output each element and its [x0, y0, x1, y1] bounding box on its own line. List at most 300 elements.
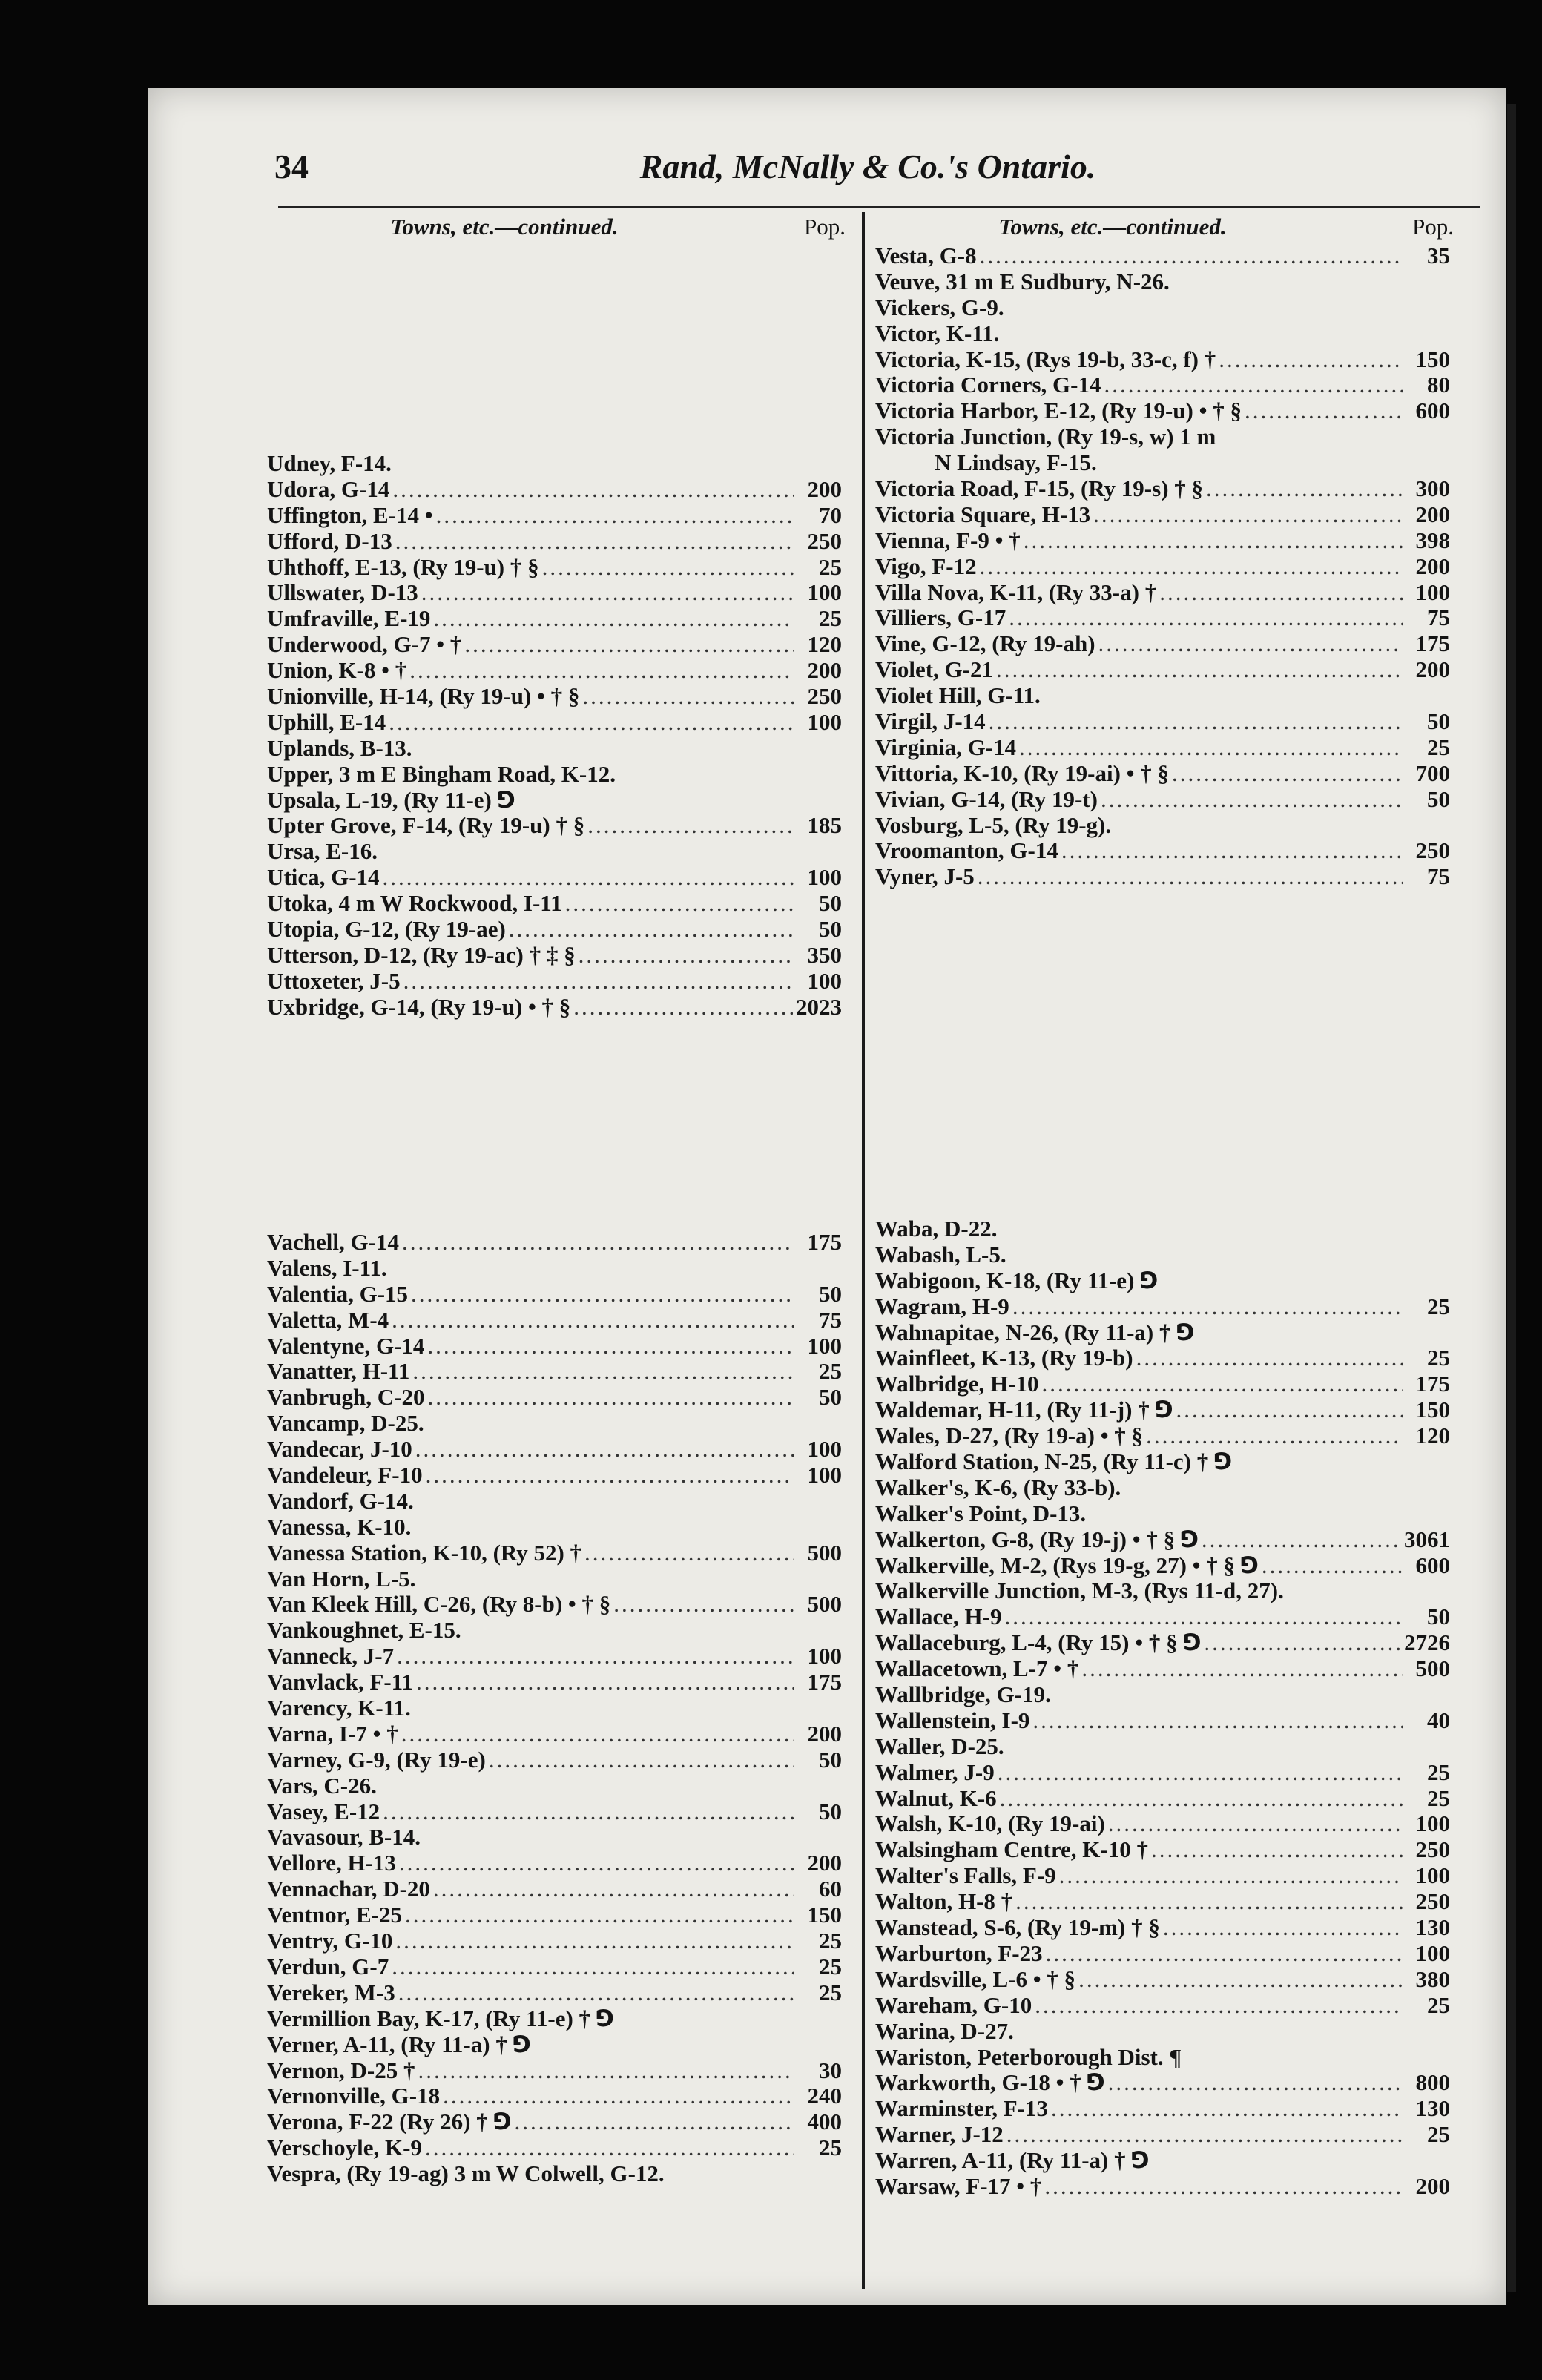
place-name: Walkerville Junction, M-3, (Rys 11-d, 27).	[875, 1578, 1284, 1604]
leader-dots	[427, 1385, 794, 1411]
place-name: Ufford, D-13	[267, 528, 392, 554]
place-name: Walkerville, M-2, (Rys 19-g, 27) • † § ⅁	[875, 1552, 1259, 1578]
gazetteer-entry	[267, 2135, 842, 2161]
place-name: Valens, I-11.	[267, 1255, 387, 1281]
population-value: 100	[1415, 1940, 1450, 1966]
population-value: 500	[1415, 1656, 1450, 1682]
gazetteer-entry	[267, 1489, 842, 1514]
gazetteer-entry	[875, 1423, 1450, 1449]
place-name: Vernonville, G-18	[267, 2083, 441, 2109]
place-name: Wallacetown, L-7 • †	[875, 1656, 1079, 1682]
leader-dots	[1104, 372, 1403, 398]
book-page	[148, 88, 1506, 2305]
population-value: 100	[807, 1437, 842, 1463]
place-name: Uplands, B-13.	[267, 735, 412, 761]
place-name: Vars, C-26.	[267, 1773, 377, 1799]
place-name: Wardsville, L-6 • † §	[875, 1966, 1076, 1992]
place-name: Victoria Junction, (Ry 19-s, w) 1 m	[875, 424, 1216, 450]
place-name: Wabigoon, K-18, (Ry 11-e) ⅁	[875, 1268, 1159, 1293]
population-value: 25	[819, 2135, 842, 2161]
leader-dots	[1041, 1371, 1403, 1397]
gazetteer-entry	[875, 1501, 1450, 1527]
gazetteer-entry	[267, 917, 842, 943]
place-name: Vellore, H-13	[267, 1850, 396, 1876]
gazetteer-entry	[875, 554, 1450, 580]
gazetteer-entry	[875, 476, 1450, 502]
leader-dots	[1206, 476, 1403, 502]
place-name: Vandecar, J-10	[267, 1437, 412, 1463]
place-name: Walton, H-8 †	[875, 1889, 1013, 1915]
gazetteer-entry	[875, 2096, 1450, 2122]
population-value: 25	[819, 606, 842, 632]
population-value: 50	[819, 1385, 842, 1411]
gazetteer-entry	[267, 1385, 842, 1411]
place-name: Vittoria, K-10, (Ry 19-ai) • † §	[875, 760, 1170, 786]
running-title: Rand, McNally & Co.'s Ontario.	[639, 148, 1096, 185]
gazetteer-entry	[875, 1941, 1450, 1967]
place-name: Vosburg, L-5, (Ry 19-g).	[875, 812, 1112, 838]
population-value: 185	[807, 813, 842, 839]
leader-dots	[433, 606, 794, 632]
leader-dots	[402, 1230, 794, 1256]
population-value: 25	[1427, 1345, 1450, 1371]
gazetteer-entry	[267, 1566, 842, 1592]
gazetteer-entry	[875, 1216, 1450, 1242]
gazetteer-entry	[875, 1967, 1450, 1993]
place-name: Villiers, G-17	[875, 605, 1006, 631]
population-value: 25	[819, 1359, 842, 1385]
place-name: Vroomanton, G-14	[875, 838, 1058, 864]
leader-dots	[1093, 502, 1403, 528]
right-column-heading	[875, 214, 1454, 246]
population-value: 400	[807, 2109, 842, 2135]
gazetteer-entry	[875, 347, 1450, 373]
population-value: 40	[1427, 1707, 1450, 1733]
leader-dots	[1019, 735, 1403, 761]
leader-dots	[1035, 1993, 1403, 2019]
leader-dots	[1136, 1345, 1403, 1371]
gazetteer-entry	[875, 1553, 1450, 1579]
gazetteer-entry	[267, 1618, 842, 1644]
place-name: Wabash, L-5.	[875, 1242, 1006, 1268]
population-value: 50	[1427, 709, 1450, 735]
gazetteer-entry	[267, 1230, 842, 1256]
place-name: Walter's Falls, F-9	[875, 1863, 1056, 1889]
leader-dots	[1012, 1294, 1403, 1320]
leader-dots	[587, 813, 794, 839]
page-number: 34	[274, 148, 309, 185]
leader-dots	[392, 1954, 794, 1980]
gazetteer-entry	[875, 1294, 1450, 1320]
population-value: 130	[1415, 2096, 1450, 2122]
population-value: 200	[807, 1850, 842, 1876]
gazetteer-entry	[267, 1695, 842, 1721]
population-value: 75	[1427, 864, 1450, 890]
gazetteer-entry	[267, 839, 842, 865]
gazetteer-entry	[875, 1604, 1450, 1630]
population-value: 175	[807, 1230, 842, 1255]
leader-dots	[1172, 761, 1403, 787]
leader-dots	[421, 580, 794, 606]
gazetteer-entry	[875, 1320, 1450, 1346]
leader-dots	[1009, 605, 1403, 631]
gazetteer-entry	[875, 1760, 1450, 1786]
place-name: Warner, J-12	[875, 2122, 1004, 2148]
gazetteer-entry	[267, 736, 842, 762]
place-name: Vachell, G-14	[267, 1230, 399, 1255]
place-name: Vespra, (Ry 19-ag) 3 m W Colwell, G-12.	[267, 2161, 665, 2187]
gazetteer-entry	[875, 528, 1450, 554]
place-name: Vermillion Bay, K-17, (Ry 11-e) † ⅁	[267, 2005, 614, 2031]
leader-dots	[1061, 838, 1403, 864]
place-name: Vandeleur, F-10	[267, 1463, 423, 1489]
place-name: Warkworth, G-18 • † ⅁	[875, 2070, 1105, 2096]
gazetteer-entry	[267, 2032, 842, 2058]
leader-dots	[395, 529, 794, 555]
place-name: Vine, G-12, (Ry 19-ah)	[875, 631, 1095, 657]
gazetteer-entry	[875, 657, 1450, 683]
gazetteer-entry	[267, 632, 842, 658]
gazetteer-entry	[875, 580, 1450, 606]
leader-dots	[383, 1799, 794, 1825]
gazetteer-entry	[267, 503, 842, 529]
column-heading-label: Towns, etc.—continued.	[998, 214, 1227, 240]
place-name: Ursa, E-16.	[267, 839, 378, 865]
place-name: Wallbridge, G-19.	[875, 1682, 1051, 1708]
leader-dots	[1163, 1915, 1403, 1941]
place-name: Victoria Road, F-15, (Ry 19-s) † §	[875, 476, 1204, 502]
place-name: Vanneck, J-7	[267, 1644, 395, 1669]
gazetteer-entry	[875, 2148, 1450, 2174]
left-column-heading	[267, 214, 846, 246]
population-value: 50	[1427, 786, 1450, 812]
gazetteer-entry	[267, 1721, 842, 1747]
population-value: 200	[1415, 501, 1450, 527]
gazetteer-entry	[875, 1397, 1450, 1423]
population-value: 25	[1427, 2122, 1450, 2148]
gazetteer-entry	[267, 1463, 842, 1489]
population-value: 100	[1415, 1811, 1450, 1837]
population-value: 50	[819, 1799, 842, 1824]
gazetteer-entry	[875, 2045, 1450, 2071]
leader-dots	[426, 1463, 794, 1489]
leader-dots	[1004, 1604, 1403, 1630]
population-value: 300	[1415, 476, 1450, 502]
place-name: Van Kleek Hill, C-26, (Ry 8-b) • † §	[267, 1592, 611, 1618]
population-value: 25	[1427, 1759, 1450, 1785]
leader-dots	[403, 969, 794, 995]
place-name: Walker's Point, D-13.	[875, 1500, 1087, 1526]
place-name: Uffington, E-14 •	[267, 502, 433, 528]
gazetteer-entry	[875, 735, 1450, 761]
leader-dots	[1046, 1941, 1403, 1967]
population-value: 50	[819, 917, 842, 943]
v-section-right	[875, 243, 1450, 890]
gazetteer-entry	[267, 1282, 842, 1308]
leader-dots	[383, 865, 794, 891]
gazetteer-entry	[875, 761, 1450, 787]
place-name: Vigo, F-12	[875, 553, 977, 579]
population-value: 130	[1415, 1915, 1450, 1941]
leader-dots	[397, 1644, 794, 1669]
gazetteer-entry	[267, 1540, 842, 1566]
column-divider	[862, 212, 865, 2289]
population-value: 250	[1415, 838, 1450, 864]
gazetteer-entry	[875, 1578, 1450, 1604]
gazetteer-entry	[875, 1682, 1450, 1708]
place-name: Wallenstein, I-9	[875, 1707, 1030, 1733]
population-value: 500	[807, 1592, 842, 1618]
place-name: Walford Station, N-25, (Ry 11-c) † ⅁	[875, 1449, 1233, 1475]
gazetteer-entry	[267, 2161, 842, 2187]
leader-dots	[427, 1334, 794, 1359]
gazetteer-entry	[875, 1242, 1450, 1268]
population-value: 380	[1415, 1966, 1450, 1992]
population-value: 3061	[1404, 1526, 1450, 1552]
gazetteer-entry	[875, 398, 1450, 424]
place-name: Udney, F-14.	[267, 451, 392, 476]
gazetteer-entry	[875, 709, 1450, 735]
gazetteer-entry	[875, 502, 1450, 528]
place-name: Valetta, M-4	[267, 1307, 389, 1333]
population-value: 175	[807, 1669, 842, 1695]
leader-dots	[392, 477, 794, 503]
leader-dots	[584, 1540, 794, 1566]
place-name: Union, K-8 • †	[267, 658, 407, 684]
leader-dots	[1015, 1889, 1403, 1915]
population-value: 2023	[796, 994, 842, 1020]
gazetteer-entry	[267, 580, 842, 606]
gazetteer-entry	[875, 787, 1450, 813]
gazetteer-entry	[267, 969, 842, 995]
gazetteer-entry	[875, 1708, 1450, 1734]
population-value: 100	[1415, 1863, 1450, 1889]
population-value: 25	[819, 1954, 842, 1980]
place-name: Vanessa Station, K-10, (Ry 52) †	[267, 1540, 582, 1566]
gazetteer-entry	[267, 555, 842, 581]
gazetteer-entry	[267, 788, 842, 814]
leader-dots	[1176, 1397, 1403, 1423]
leader-dots	[398, 1980, 794, 2006]
gazetteer-entry	[267, 2006, 842, 2032]
population-value: 50	[819, 891, 842, 917]
gazetteer-entry	[267, 1773, 842, 1799]
place-name: Van Horn, L-5.	[267, 1566, 416, 1592]
gazetteer-entry	[875, 269, 1450, 295]
population-value: 500	[807, 1540, 842, 1566]
gazetteer-entry	[267, 865, 842, 891]
place-name: Wagram, H-9	[875, 1293, 1009, 1319]
gazetteer-entry	[267, 451, 842, 477]
leader-dots	[542, 555, 794, 581]
population-value: 80	[1427, 372, 1450, 398]
leader-dots	[1098, 631, 1403, 657]
leader-dots	[1044, 2174, 1403, 2200]
w-section	[875, 1216, 1450, 2200]
leader-dots	[1245, 398, 1403, 424]
population-value: 100	[807, 1333, 842, 1359]
population-value: 240	[807, 2083, 842, 2109]
place-name: Vennachar, D-20	[267, 1876, 430, 1902]
gazetteer-entry	[875, 1915, 1450, 1941]
place-name: Uphill, E-14	[267, 709, 386, 735]
gazetteer-entry	[267, 2083, 842, 2109]
place-name: Uttoxeter, J-5	[267, 968, 401, 994]
population-value: 50	[819, 1747, 842, 1773]
gazetteer-entry	[875, 1475, 1450, 1501]
place-name: Vernon, D-25 †	[267, 2057, 415, 2083]
gazetteer-entry	[267, 1308, 842, 1334]
place-name: Victoria Harbor, E-12, (Ry 19-u) • † §	[875, 398, 1242, 424]
gazetteer-entry	[875, 1449, 1450, 1475]
place-name: Uxbridge, G-14, (Ry 19-u) • † §	[267, 994, 571, 1020]
gazetteer-entry	[875, 1993, 1450, 2019]
place-name: Upsala, L-19, (Ry 11-e) ⅁	[267, 787, 515, 813]
place-name: Utica, G-14	[267, 865, 380, 891]
leader-dots	[411, 1282, 794, 1308]
place-name: Walbridge, H-10	[875, 1371, 1039, 1397]
population-value: 100	[1415, 579, 1450, 605]
gazetteer-entry	[267, 1824, 842, 1850]
place-name: Vancamp, D-25.	[267, 1411, 424, 1437]
gazetteer-entry	[267, 1876, 842, 1902]
place-name: Vereker, M-3	[267, 1980, 395, 2005]
population-value: 350	[807, 942, 842, 968]
gazetteer-entry	[267, 1799, 842, 1825]
place-name: Vienna, F-9 • †	[875, 527, 1021, 553]
place-name: Victoria Corners, G-14	[875, 372, 1101, 398]
gazetteer-entry	[875, 1268, 1450, 1294]
place-name: Ullswater, D-13	[267, 580, 418, 606]
population-value: 250	[1415, 1889, 1450, 1915]
population-value: 50	[819, 1281, 842, 1307]
gazetteer-entry	[875, 2070, 1450, 2096]
place-name: Vickers, G-9.	[875, 294, 1004, 320]
population-value: 200	[807, 1721, 842, 1747]
population-value: 150	[1415, 1397, 1450, 1423]
leader-dots	[425, 2135, 794, 2161]
gazetteer-entry	[875, 243, 1450, 269]
place-name: Vavasour, B-14.	[267, 1824, 421, 1850]
gazetteer-entry	[267, 684, 842, 710]
place-name: Utoka, 4 m W Rockwood, I-11	[267, 891, 562, 917]
place-name: Unionville, H-14, (Ry 19-u) • † §	[267, 684, 580, 710]
place-name: Verner, A-11, (Ry 11-a) † ⅁	[267, 2031, 531, 2057]
place-name: Wallace, H-9	[875, 1604, 1002, 1630]
population-value: 600	[1415, 398, 1450, 424]
place-name: Walsh, K-10, (Ry 19-ai)	[875, 1811, 1105, 1837]
place-name: Walkerton, G-8, (Ry 19-j) • † § ⅁	[875, 1526, 1199, 1552]
leader-dots	[405, 1902, 794, 1928]
population-value: 25	[819, 554, 842, 580]
place-name: Wahnapitae, N-26, (Ry 11-a) † ⅁	[875, 1319, 1195, 1345]
place-name: Victoria, K-15, (Rys 19-b, 33-c, f) †	[875, 346, 1216, 372]
gazetteer-entry	[267, 1256, 842, 1282]
leader-dots	[1202, 1527, 1401, 1553]
place-name: Valentyne, G-14	[267, 1333, 425, 1359]
place-name: Vankoughnet, E-15.	[267, 1618, 461, 1644]
population-value: 200	[1415, 657, 1450, 683]
gazetteer-entry	[875, 813, 1450, 839]
leader-dots	[415, 1437, 794, 1463]
population-value: 398	[1415, 527, 1450, 553]
place-name: Vandorf, G-14.	[267, 1488, 414, 1514]
place-name: Villa Nova, K-11, (Ry 33-a) †	[875, 579, 1157, 605]
place-name: Upter Grove, F-14, (Ry 19-u) † §	[267, 813, 585, 839]
gazetteer-entry	[267, 1980, 842, 2006]
population-value: 100	[807, 968, 842, 994]
gazetteer-entry	[267, 710, 842, 736]
gazetteer-entry	[875, 2122, 1450, 2148]
population-value: 25	[1427, 734, 1450, 760]
gazetteer-entry	[875, 2174, 1450, 2200]
population-value: 100	[807, 865, 842, 891]
place-name: Waldemar, H-11, (Ry 11-j) † ⅁	[875, 1397, 1173, 1423]
place-name: Vanessa, K-10.	[267, 1514, 412, 1540]
population-value: 100	[807, 1463, 842, 1489]
leader-dots	[409, 658, 794, 684]
place-name: Vanbrugh, C-20	[267, 1385, 425, 1411]
gazetteer-entry	[875, 1811, 1450, 1837]
population-value: 175	[1415, 1371, 1450, 1397]
leader-dots	[433, 1876, 794, 1902]
population-value: 25	[819, 1980, 842, 2005]
gazetteer-entry	[875, 1656, 1450, 1682]
population-value: 120	[807, 632, 842, 658]
place-name: Wanstead, S-6, (Ry 19-m) † §	[875, 1915, 1160, 1941]
gazetteer-entry	[875, 605, 1450, 631]
gazetteer-entry	[875, 295, 1450, 321]
population-value: 150	[1415, 346, 1450, 372]
population-value: 100	[807, 580, 842, 606]
gazetteer-entry	[267, 891, 842, 917]
population-value: 250	[1415, 1837, 1450, 1863]
population-value: 800	[1415, 2070, 1450, 2096]
gazetteer-entry	[875, 1837, 1450, 1863]
gazetteer-entry	[267, 813, 842, 839]
leader-dots	[1051, 2096, 1403, 2122]
leader-dots	[509, 917, 794, 943]
place-name: Warren, A-11, (Ry 11-a) † ⅁	[875, 2148, 1150, 2174]
population-value: 175	[1415, 631, 1450, 657]
gazetteer-entry	[875, 1527, 1450, 1553]
page-header	[274, 147, 1476, 199]
population-value: 120	[1415, 1423, 1450, 1449]
gazetteer-entry	[267, 1850, 842, 1876]
leader-dots	[613, 1592, 794, 1618]
population-value: 75	[819, 1307, 842, 1333]
place-name: Vanatter, H-11	[267, 1359, 410, 1385]
population-value: 2726	[1404, 1630, 1450, 1656]
gazetteer-entry	[267, 1644, 842, 1669]
leader-dots	[1219, 347, 1403, 373]
gazetteer-entry	[875, 450, 1450, 476]
page-edge-shadow	[1507, 104, 1516, 2292]
gazetteer-entry	[875, 424, 1450, 450]
leader-dots	[443, 2083, 794, 2109]
place-name: Walker's, K-6, (Ry 33-b).	[875, 1474, 1121, 1500]
leader-dots	[1108, 1811, 1403, 1837]
gazetteer-entry	[875, 631, 1450, 657]
leader-dots	[1151, 1837, 1403, 1863]
gazetteer-entry	[267, 1954, 842, 1980]
place-name: Vivian, G-14, (Ry 19-t)	[875, 786, 1098, 812]
column-heading-label: Towns, etc.—continued.	[390, 214, 619, 240]
leader-dots	[1146, 1423, 1403, 1449]
population-value: 35	[1427, 243, 1450, 268]
place-name: Varna, I-7 • †	[267, 1721, 398, 1747]
place-name: Verschoyle, K-9	[267, 2135, 422, 2161]
